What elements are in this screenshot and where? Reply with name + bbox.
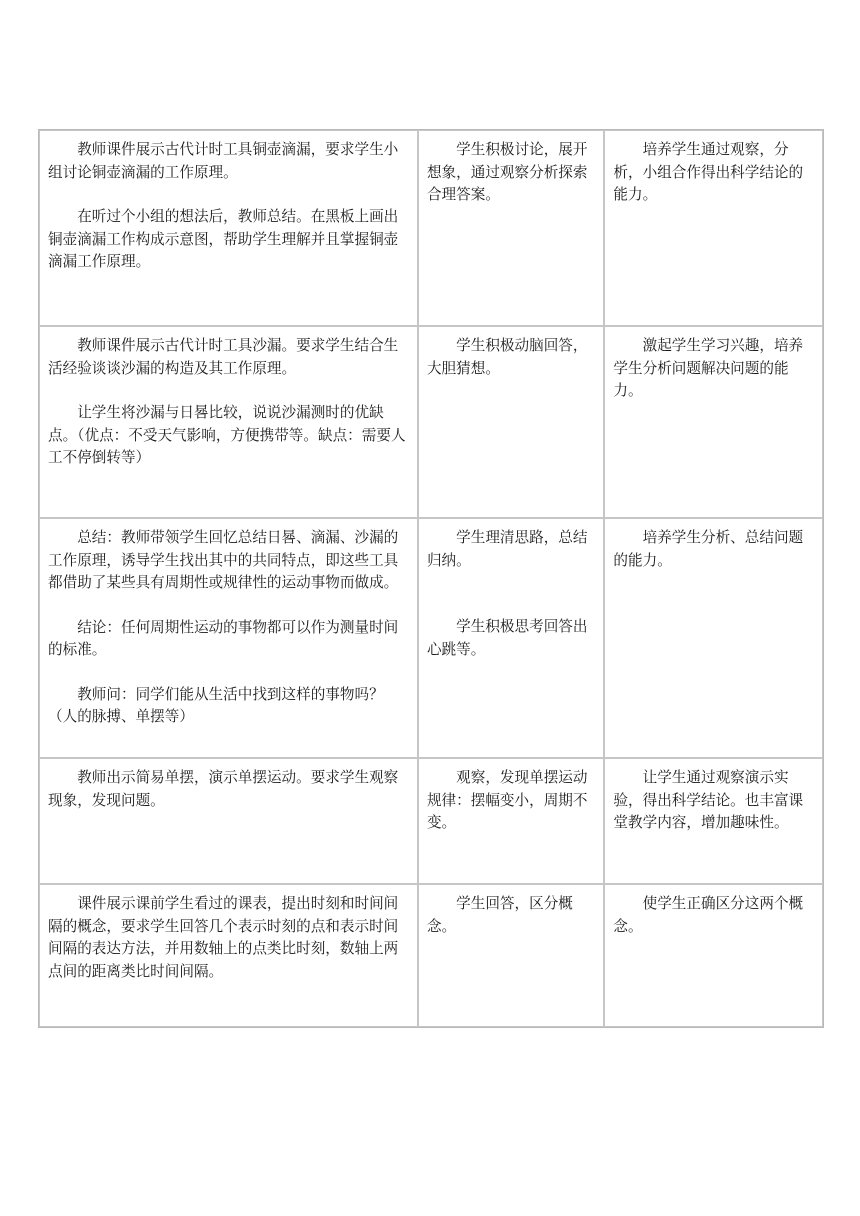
student-activity-cell	[418, 326, 604, 518]
paragraph: 让学生将沙漏与日晷比较，说说沙漏测时的优缺点。（优点：不受天气影响，方便携带等。缺点：需要人工不停倒转等）	[48, 404, 406, 466]
paragraph: 观察，发现单摆运动规律：摆幅变小，周期不变。	[426, 769, 588, 831]
design-intent-cell	[604, 130, 823, 326]
paragraph: 学生积极讨论，展开想象，通过观察分析探索合理答案。	[426, 141, 588, 203]
paragraph: 学生积极思考回答出心跳等。	[426, 618, 588, 658]
paragraph: 总结：教师带领学生回忆总结日晷、滴漏、沙漏的工作原理，诱导学生找出其中的共同特点，即这些工具都借助了某些具有周期性或规律性的运动事物而做成。	[48, 529, 399, 591]
paragraph: 教师出示简易单摆，演示单摆运动。要求学生观察现象，发现问题。	[48, 769, 399, 809]
design-intent-cell	[604, 884, 823, 1027]
paragraph: 学生理清思路，总结归纳。	[426, 529, 588, 569]
table-row	[39, 326, 823, 518]
table-row	[39, 518, 823, 758]
design-intent-cell	[604, 518, 823, 758]
paragraph: 培养学生分析、总结问题的能力。	[613, 529, 804, 569]
teacher-activity-cell	[39, 518, 418, 758]
paragraph: 激起学生学习兴趣，培养学生分析问题解决问题的能力。	[613, 337, 804, 399]
table-row	[39, 884, 823, 1027]
paragraph: 结论：任何周期性运动的事物都可以作为测量时间的标准。	[48, 618, 399, 658]
student-activity-cell	[418, 758, 604, 884]
table-row	[39, 758, 823, 884]
paragraph: 在听过个小组的想法后，教师总结。在黑板上画出铜壶滴漏工作构成示意图，帮助学生理解并且掌握铜壶滴漏工作原理。	[48, 208, 399, 270]
student-activity-cell	[418, 884, 604, 1027]
student-activity-cell	[418, 130, 604, 326]
student-activity-cell	[418, 518, 604, 758]
design-intent-cell	[604, 326, 823, 518]
paragraph: 让学生通过观察演示实验，得出科学结论。也丰富课堂教学内容，增加趣味性。	[613, 769, 804, 831]
teacher-activity-cell	[39, 758, 418, 884]
paragraph: 学生积极动脑回答，大胆猜想。	[426, 337, 588, 377]
paragraph: 培养学生通过观察，分析，小组合作得出科学结论的能力。	[613, 141, 804, 203]
design-intent-cell	[604, 758, 823, 884]
teacher-activity-cell	[39, 884, 418, 1027]
paragraph: 教师课件展示古代计时工具沙漏。要求学生结合生活经验谈谈沙漏的构造及其工作原理。	[48, 337, 399, 377]
paragraph: 课件展示课前学生看过的课表，提出时刻和时间间隔的概念，要求学生回答几个表示时刻的点和表示时间间隔的表达方法，并用数轴上的点类比时刻，数轴上两点间的距离类比时间间隔。	[48, 895, 399, 980]
paragraph: 使学生正确区分这两个概念。	[613, 895, 804, 935]
teacher-activity-cell	[39, 326, 418, 518]
paragraph: 教师问：同学们能从生活中找到这样的事物吗？（人的脉搏、单摆等）	[48, 685, 384, 725]
paragraph: 教师课件展示古代计时工具铜壶滴漏，要求学生小组讨论铜壶滴漏的工作原理。	[48, 141, 399, 181]
paragraph: 学生回答，区分概念。	[426, 895, 573, 935]
table-row	[39, 130, 823, 326]
teacher-activity-cell	[39, 130, 418, 326]
lesson-plan-table	[38, 129, 824, 1028]
